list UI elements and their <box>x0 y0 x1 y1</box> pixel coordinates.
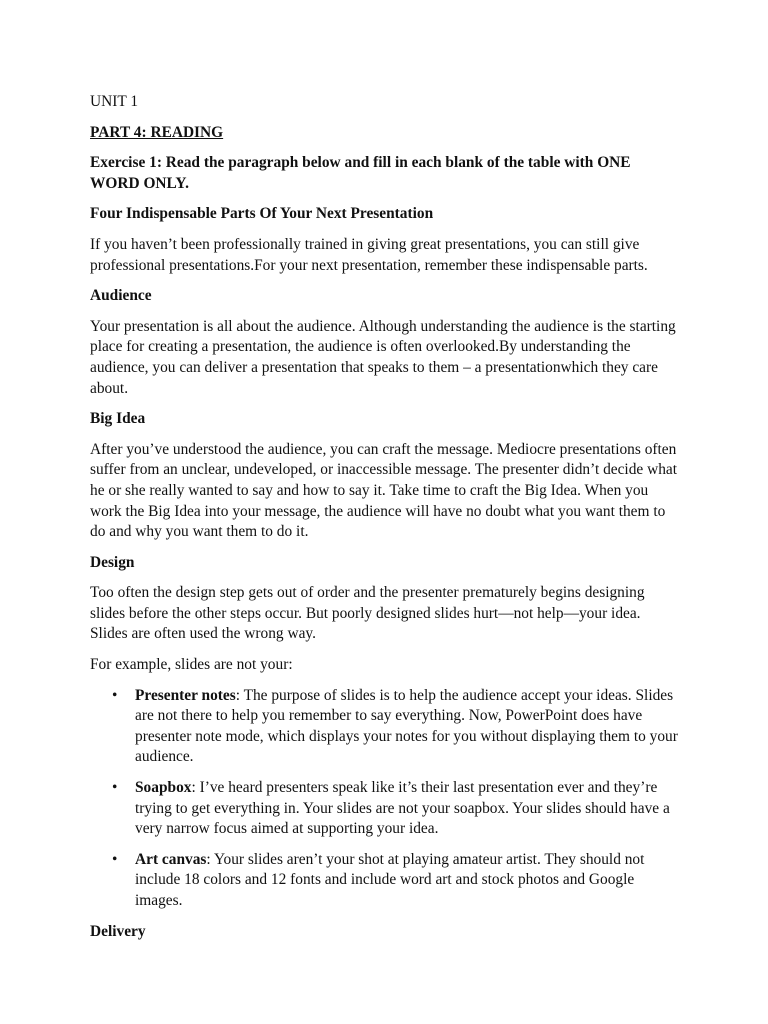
list-item <box>90 850 678 912</box>
list-item-term: Art canvas <box>135 850 207 868</box>
document-page <box>90 92 678 952</box>
list-item <box>90 778 678 840</box>
exercise-instruction: Exercise 1: Read the paragraph below and fill in each blank of the table with ONE WORD ONLY. <box>90 154 631 192</box>
list-item-term: Presenter notes <box>135 686 236 704</box>
bullet-icon: • <box>112 850 118 868</box>
big-idea-paragraph: After you’ve understood the audience, you can craft the message. Mediocre presentations often suffer from an unclear, undeveloped, or inaccessible message. The presenter didn’t decide what he or she really wanted to say and how to say it. Take time to craft the Big Idea. When you work the Big Idea into your message, the audience will have no doubt what you want them to do and why you want them to do it. <box>90 440 677 541</box>
big-idea-heading: Big Idea <box>90 410 146 428</box>
list-item-text: : I’ve heard presenters speak like it’s their last presentation ever and they’re trying to get everything in. Your slides are not your soapbox. Your slides should have a very narrow focus aimed at supporting your idea. <box>135 779 670 838</box>
design-heading: Design <box>90 553 135 571</box>
bullet-icon: • <box>112 686 118 704</box>
audience-paragraph: Your presentation is all about the audience. Although understanding the audience is the starting place for creating a presentation, the audience is often overlooked.By understanding the audience, you can deliver a presentation that speaks to them – a presentationwhich they care about. <box>90 317 676 397</box>
unit-label: UNIT 1 <box>90 93 139 110</box>
passage-title: Four Indispensable Parts Of Your Next Presentation <box>90 205 434 223</box>
design-paragraph: Too often the design step gets out of order and the presenter prematurely begins designing slides before the other steps occur. But poorly designed slides hurt—not help—your idea. Slides are often used the wrong way. <box>90 584 645 643</box>
slides-not-list <box>90 686 678 912</box>
list-item-text: : Your slides aren’t your shot at playing amateur artist. They should not include 18 colors and 12 fonts and include word art and stock photos and Google images. <box>135 850 645 909</box>
list-item-text: : The purpose of slides is to help the audience accept your ideas. Slides are not there to help you remember to say everything. Now, PowerPoint does have presenter note mode, which displays your notes for you without displaying them to your audience. <box>135 686 678 766</box>
delivery-heading: Delivery <box>90 922 146 940</box>
bullet-icon: • <box>112 779 118 797</box>
audience-heading: Audience <box>90 287 152 305</box>
list-item <box>90 686 678 768</box>
list-item-term: Soapbox <box>135 779 192 797</box>
intro-paragraph: If you haven’t been professionally trained in giving great presentations, you can still give professional presentations.For your next presentation, remember these indispensable parts. <box>90 235 648 274</box>
example-intro: For example, slides are not your: <box>90 656 293 674</box>
part-heading: PART 4: READING <box>90 123 224 141</box>
